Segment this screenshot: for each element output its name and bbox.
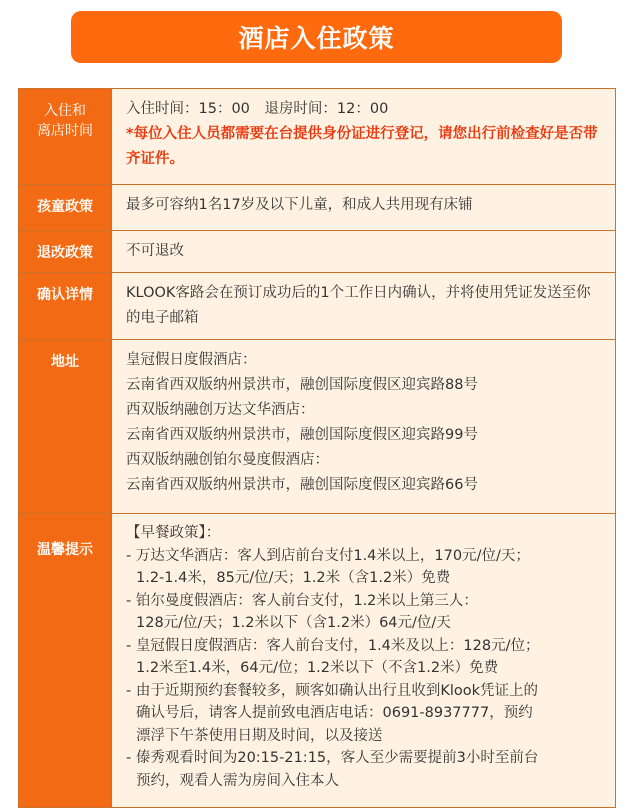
checkin-times: 入住时间：15：00 退房时间：12：00 xyxy=(126,101,389,117)
address-line: 云南省西双版纳州景洪市，融创国际度假区迎宾路99号 xyxy=(126,427,478,443)
content-address xyxy=(112,340,616,514)
label-checkin-line1: 入住和 xyxy=(44,103,86,119)
row-confirm xyxy=(19,273,616,340)
content-tips xyxy=(112,514,616,808)
label-checkin-line2: 离店时间 xyxy=(37,123,93,139)
address-line: 西双版纳融创铂尔曼度假酒店： xyxy=(126,452,329,468)
content-confirm: KLOOK客路会在预订成功后的1个工作日内确认，并将使用凭证发送至你的电子邮箱 xyxy=(112,273,616,340)
label-children: 孩童政策 xyxy=(19,185,112,231)
row-children xyxy=(19,185,616,231)
tips-line: 1.2-1.4米，85元/位/天；1.2米（含1.2米）免费 xyxy=(136,570,451,586)
tips-heading: 【早餐政策】： xyxy=(126,525,221,541)
tips-line: - 万达文华酒店：客人到店前台支付1.4米以上，170元/位/天； xyxy=(126,547,530,564)
address-line: 西双版纳融创万达文华酒店： xyxy=(126,402,315,418)
label-refund: 退改政策 xyxy=(19,231,112,273)
address-line: 云南省西双版纳州景洪市，融创国际度假区迎宾路88号 xyxy=(126,377,478,393)
policy-table xyxy=(18,88,616,808)
content-children: 最多可容纳1名17岁及以下儿童，和成人共用现有床铺 xyxy=(112,185,616,231)
tips-line: 预约，观看人需为房间入住本人 xyxy=(136,772,339,789)
address-line: 云南省西双版纳州景洪市，融创国际度假区迎宾路66号 xyxy=(126,477,478,493)
row-tips xyxy=(19,514,616,808)
content-checkin xyxy=(112,89,616,185)
row-checkin xyxy=(19,89,616,185)
tips-line: 128元/位/天；1.2米以下（含1.2米）64元/位/天 xyxy=(136,615,451,631)
tips-line: - 傣秀观看时间为20:15-21:15，客人至少需要提前3小时至前台 xyxy=(126,750,539,766)
tips-line: - 铂尔曼度假酒店：客人前台支付，1.2米以上第三人： xyxy=(126,592,478,609)
tips-line: 漂浮下午茶使用日期及时间，以及接送 xyxy=(136,727,383,744)
address-line: 皇冠假日度假酒店： xyxy=(126,352,257,368)
tips-line: 1.2米至1.4米，64元/位；1.2米以下（不含1.2米）免费 xyxy=(136,660,499,676)
label-checkin xyxy=(19,89,112,185)
checkin-id-note: *每位入住人员都需要在台提供身份证进行登记，请您出行前检查好是否带齐证件。 xyxy=(126,126,598,167)
tips-line: - 皇冠假日度假酒店：客人前台支付，1.4米及以上：128元/位； xyxy=(126,637,540,654)
tips-line: - 由于近期预约套餐较多，顾客如确认出行且收到Klook凭证上的 xyxy=(126,682,539,699)
label-tips: 温馨提示 xyxy=(19,514,112,808)
page-title: 酒店入住政策 xyxy=(71,11,562,63)
label-address: 地址 xyxy=(19,340,112,514)
content-refund: 不可退改 xyxy=(112,231,616,273)
tips-line: 确认号后，请客人提前致电酒店电话：0691-8937777，预约 xyxy=(136,705,533,721)
row-refund xyxy=(19,231,616,273)
row-address xyxy=(19,340,616,514)
label-confirm: 确认详情 xyxy=(19,273,112,340)
